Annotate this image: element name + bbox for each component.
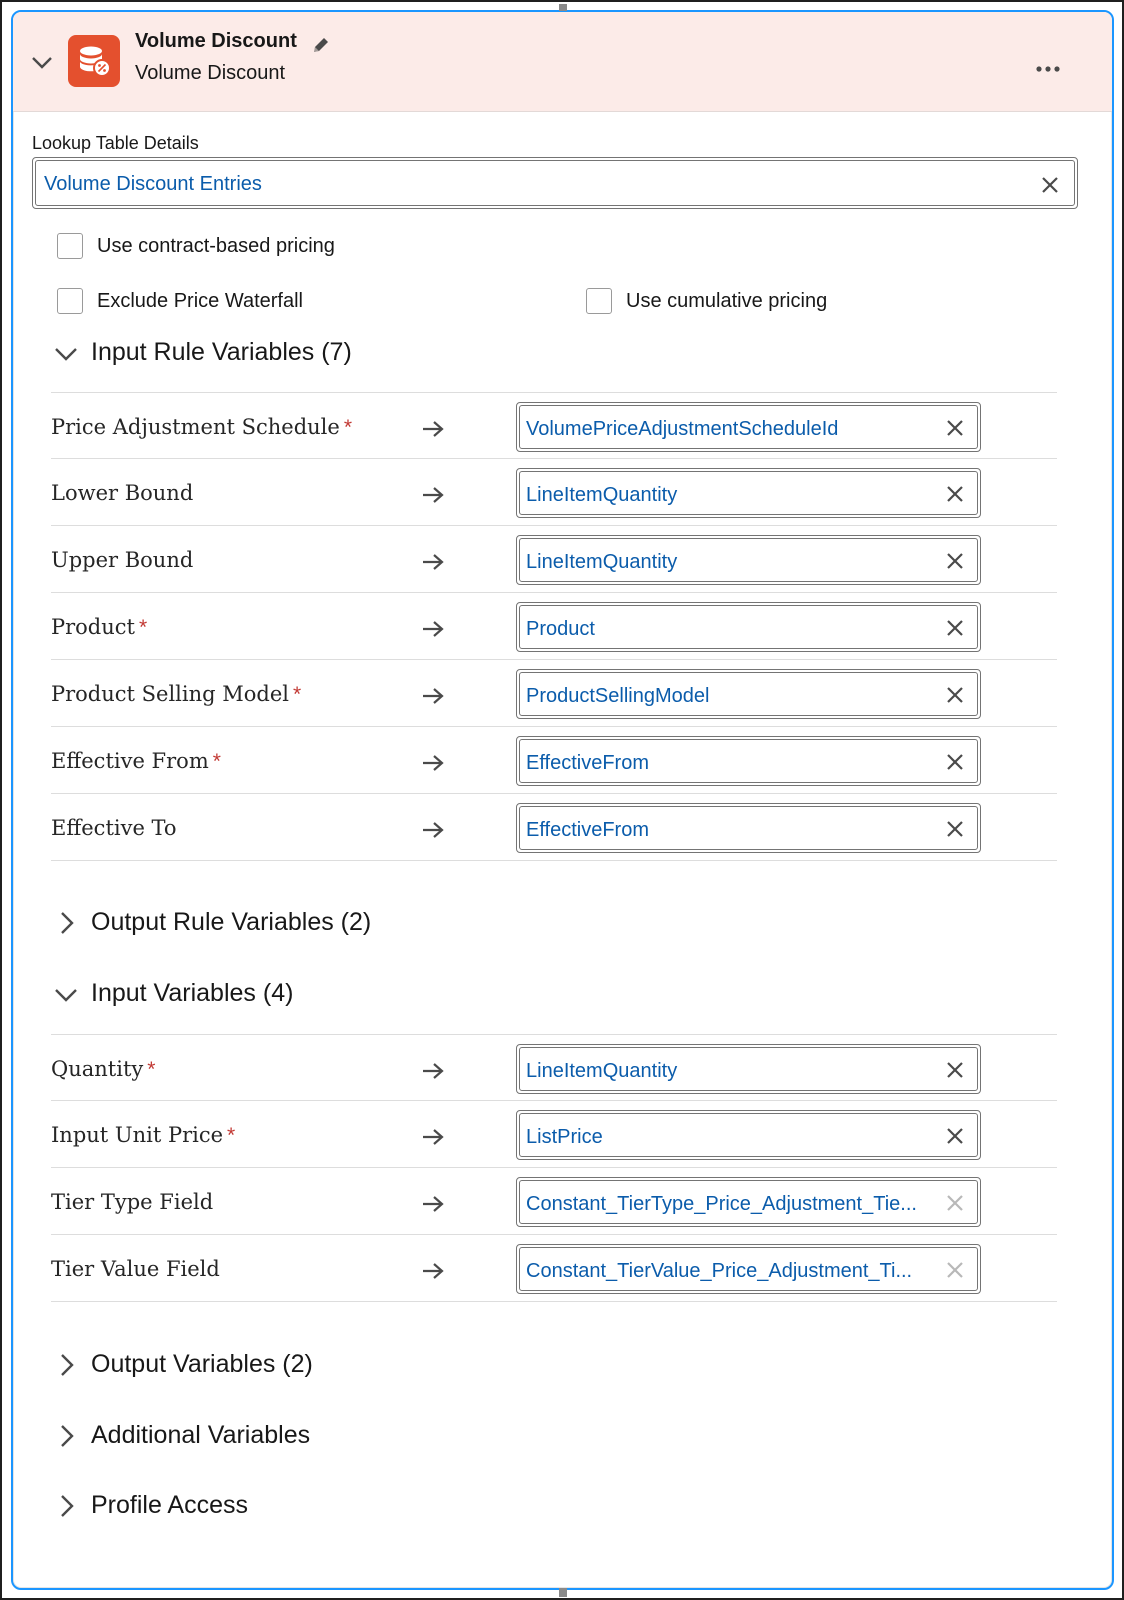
- variable-row: [51, 526, 1057, 593]
- arrow-right-icon: [421, 687, 445, 710]
- section-title: Output Rule Variables (2): [91, 908, 372, 936]
- exclude-waterfall-option: [57, 288, 303, 314]
- arrow-right-icon: [421, 754, 445, 777]
- element-subtitle: Volume Discount: [135, 62, 286, 84]
- variable-label: [51, 1057, 155, 1082]
- exclude-waterfall-checkbox[interactable]: [57, 288, 83, 314]
- section-output-rule-variables[interactable]: [53, 908, 371, 937]
- variable-value-field[interactable]: [516, 669, 981, 719]
- variable-value[interactable]: ProductSellingModel: [526, 685, 710, 707]
- variable-label-text: Upper Bound: [51, 548, 194, 572]
- variable-value[interactable]: EffectiveFrom: [526, 819, 649, 841]
- required-marker: *: [343, 416, 352, 439]
- variable-label-text: Effective To: [51, 816, 177, 840]
- section-title: Input Rule Variables (7): [91, 338, 352, 366]
- close-icon[interactable]: [945, 819, 965, 844]
- pricing-element-card: [11, 10, 1114, 1590]
- exclude-waterfall-label: Exclude Price Waterfall: [97, 289, 303, 312]
- required-marker: *: [227, 1124, 236, 1147]
- arrow-right-icon: [421, 821, 445, 844]
- required-marker: *: [147, 1058, 156, 1081]
- close-icon: [945, 1260, 965, 1285]
- chevron-right-icon: [53, 1493, 79, 1519]
- section-additional-variables[interactable]: [53, 1421, 310, 1450]
- arrow-right-icon: [421, 1262, 445, 1285]
- arrow-right-icon: [421, 1062, 445, 1085]
- variable-label-text: Tier Type Field: [51, 1190, 214, 1214]
- variable-value-field[interactable]: [516, 535, 981, 585]
- variable-row: [51, 1235, 1057, 1302]
- section-title: Profile Access: [91, 1491, 249, 1519]
- section-title: Additional Variables: [91, 1421, 311, 1449]
- variable-value-field[interactable]: [516, 1044, 981, 1094]
- arrow-right-icon: [421, 1195, 445, 1218]
- arrow-right-icon: [421, 486, 445, 509]
- variable-label: [51, 415, 352, 440]
- variable-label: [51, 1190, 213, 1214]
- arrow-right-icon: [421, 620, 445, 643]
- variable-row: [51, 459, 1057, 526]
- section-output-variables[interactable]: [53, 1350, 313, 1379]
- contract-pricing-option: [57, 233, 335, 259]
- variable-value[interactable]: Product: [526, 618, 595, 640]
- variable-row: [51, 1101, 1057, 1168]
- variable-value[interactable]: EffectiveFrom: [526, 752, 649, 774]
- chevron-right-icon: [53, 910, 79, 936]
- variable-value-field[interactable]: [516, 468, 981, 518]
- pencil-icon[interactable]: [310, 34, 332, 61]
- close-icon[interactable]: [945, 752, 965, 777]
- variable-label: [51, 1257, 220, 1281]
- variable-label-text: Lower Bound: [51, 481, 194, 505]
- variable-label: [51, 615, 147, 640]
- variable-label-text: Price Adjustment Schedule: [51, 415, 340, 439]
- lookup-table-value[interactable]: Volume Discount Entries: [44, 173, 262, 195]
- variable-label: [51, 682, 301, 707]
- close-icon[interactable]: [1040, 175, 1060, 200]
- required-marker: *: [293, 683, 302, 706]
- variable-label-text: Tier Value Field: [51, 1257, 220, 1281]
- contract-pricing-checkbox[interactable]: [57, 233, 83, 259]
- contract-pricing-label: Use contract-based pricing: [97, 234, 335, 257]
- variable-label-text: Input Unit Price: [51, 1123, 224, 1147]
- variable-label: [51, 548, 193, 572]
- connector-bottom: [559, 1588, 567, 1597]
- variable-label: [51, 481, 193, 505]
- lookup-table-field[interactable]: [32, 157, 1078, 209]
- chevron-down-icon: [53, 981, 79, 1007]
- chevron-right-icon: [53, 1423, 79, 1449]
- close-icon[interactable]: [945, 1126, 965, 1151]
- arrow-right-icon: [421, 420, 445, 443]
- database-pricing-icon: [68, 35, 120, 87]
- variable-label-text: Product: [51, 615, 135, 639]
- close-icon[interactable]: [945, 484, 965, 509]
- section-profile-access[interactable]: [53, 1491, 248, 1520]
- variable-row: [51, 1034, 1057, 1101]
- variable-value-field[interactable]: [516, 803, 981, 853]
- variable-label: [51, 749, 221, 774]
- card-header: [13, 12, 1112, 112]
- arrow-right-icon: [421, 553, 445, 576]
- variable-label: [51, 816, 177, 840]
- section-title: Input Variables (4): [91, 979, 294, 1007]
- variable-row: [51, 392, 1057, 459]
- variable-row: [51, 1168, 1057, 1235]
- cumulative-pricing-option: [586, 288, 827, 314]
- close-icon[interactable]: [945, 1060, 965, 1085]
- variable-label-text: Effective From: [51, 749, 209, 773]
- variable-value[interactable]: LineItemQuantity: [526, 484, 678, 506]
- required-marker: *: [212, 750, 221, 773]
- close-icon[interactable]: [945, 685, 965, 710]
- variable-label: [51, 1123, 235, 1148]
- variable-label-text: Product Selling Model: [51, 682, 289, 706]
- chevron-down-icon[interactable]: [29, 52, 55, 74]
- variable-value-field[interactable]: [516, 402, 981, 452]
- connector-top: [559, 4, 567, 11]
- variable-value-field[interactable]: [516, 736, 981, 786]
- variable-value[interactable]: LineItemQuantity: [526, 551, 678, 573]
- chevron-down-icon: [53, 340, 79, 366]
- more-actions-icon[interactable]: [1035, 60, 1061, 78]
- variable-label-text: Quantity: [51, 1057, 144, 1081]
- variable-row: [51, 660, 1057, 727]
- section-title: Output Variables (2): [91, 1350, 313, 1378]
- required-marker: *: [138, 616, 148, 639]
- variable-value[interactable]: Constant_TierType_Price_Adjustment_Tie...: [526, 1193, 917, 1215]
- section-input-variables[interactable]: [53, 979, 293, 1008]
- variable-value[interactable]: LineItemQuantity: [526, 1060, 678, 1082]
- arrow-right-icon: [421, 1128, 445, 1151]
- close-icon[interactable]: [945, 418, 965, 443]
- variable-value[interactable]: Constant_TierValue_Price_Adjustment_Ti...: [526, 1260, 913, 1282]
- variable-value-field[interactable]: [516, 1244, 981, 1294]
- variable-row: [51, 593, 1057, 660]
- close-icon[interactable]: [945, 618, 965, 643]
- cumulative-pricing-label: Use cumulative pricing: [626, 289, 828, 312]
- variable-value-field[interactable]: [516, 1177, 981, 1227]
- variable-row: [51, 794, 1057, 861]
- element-title: Volume Discount: [135, 30, 297, 52]
- lookup-table-label: Lookup Table Details: [32, 133, 199, 153]
- variable-value[interactable]: VolumePriceAdjustmentScheduleId: [526, 418, 839, 440]
- variable-value-field[interactable]: [516, 1110, 981, 1160]
- close-icon[interactable]: [945, 551, 965, 576]
- chevron-right-icon: [53, 1352, 79, 1378]
- close-icon: [945, 1193, 965, 1218]
- variable-value-field[interactable]: [516, 602, 981, 652]
- section-input-rule-variables[interactable]: [53, 338, 352, 367]
- variable-value[interactable]: ListPrice: [526, 1126, 603, 1148]
- variable-row: [51, 727, 1057, 794]
- cumulative-pricing-checkbox[interactable]: [586, 288, 612, 314]
